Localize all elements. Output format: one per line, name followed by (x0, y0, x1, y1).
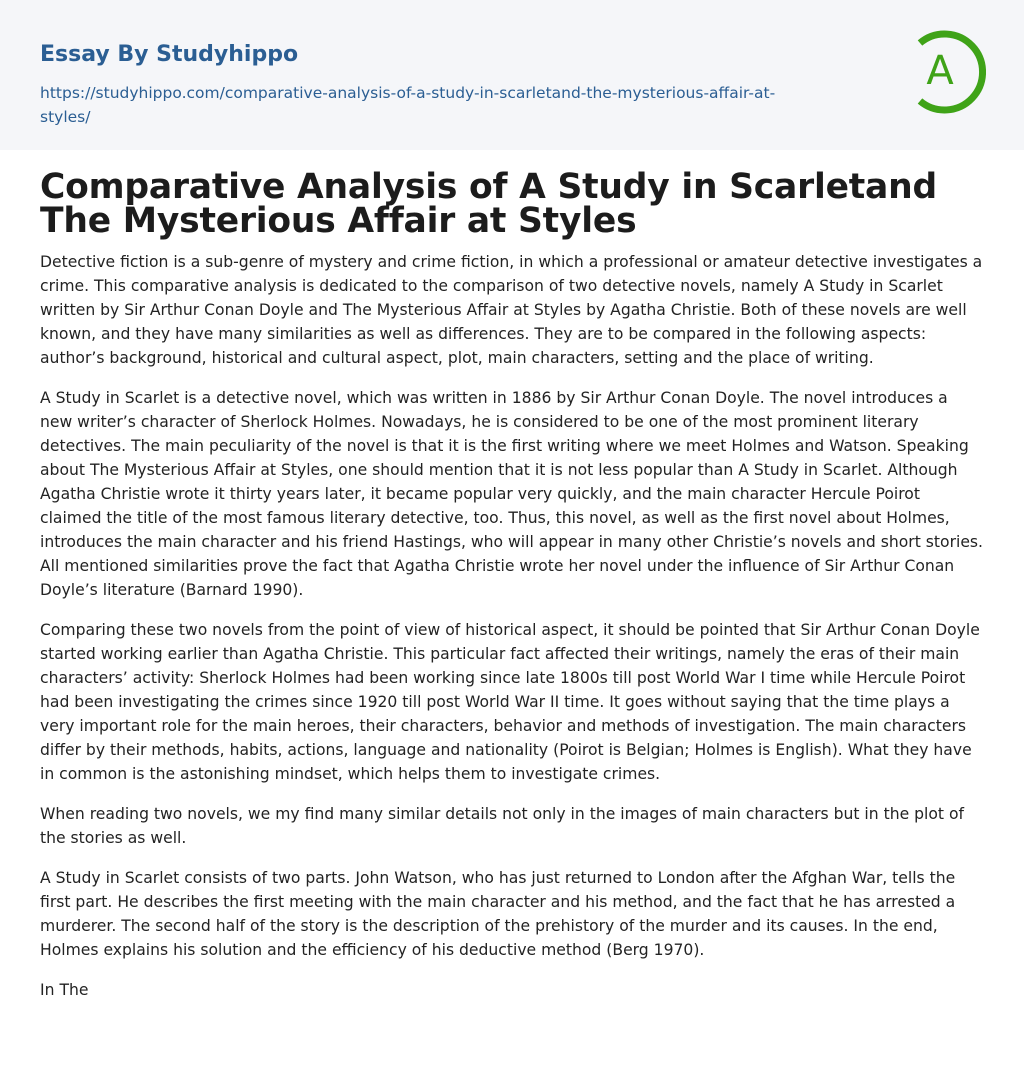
brand-title[interactable]: Essay By Studyhippo (40, 42, 299, 67)
essay-title: Comparative Analysis of A Study in Scarletand The Mysterious Affair at Styles (40, 167, 937, 241)
essay-paragraph: A Study in Scarlet is a detective novel, which was written in 1886 by Sir Arthur Conan Doyle. The novel introduces a new writer’s character of Sherlock Holmes. Nowadays, he is considered to be one of the most prominent literary detectives. The main peculiarity of the novel is that it is the first writing where we meet Holmes and Watson. Speaking about The Mysterious Affair at Styles, one should mention that it is not less popular than A Study in Scarlet. Although Agatha Christie wrote it thirty years later, it became popular very quickly, and the main character Hercule Poirot claimed the title of the most famous literary detective, too. Thus, this novel, as well as the first novel about Holmes, introduces the main character and his friend Hastings, who will appear in many other Christie’s novels and short stories. All mentioned similarities prove the fact that Agatha Christie wrote her novel under the influence of Sir Arthur Conan Doyle’s literature (Barnard 1990). (40, 389, 983, 599)
essay-paragraph: When reading two novels, we my find many similar details not only in the images of main characters but in the plot of the stories as well. (40, 805, 965, 847)
essay-paragraph: A Study in Scarlet consists of two parts. John Watson, who has just returned to London after the Afghan War, tells the first part. He describes the first meeting with the main character and his method, and the fact that he has arrested a murderer. The second half of the story is the description of the prehistory of the murder and its causes. In the end, Holmes explains his solution and the efficiency of his deductive method (Berg 1970). (40, 869, 956, 959)
essay-url-link[interactable]: https://studyhippo.com/comparative-analysis-of-a-study-in-scarletand-the-mysterious-affair-at-styles/ (40, 84, 776, 126)
essay-content (0, 167, 1024, 1002)
essay-paragraph: Detective fiction is a sub-genre of mystery and crime fiction, in which a professional or amateur detective investigates a crime. This comparative analysis is dedicated to the comparison of two detective novels, namely A Study in Scarlet written by Sir Arthur Conan Doyle and The Mysterious Affair at Styles by Agatha Christie. Both of these novels are well known, and they have many similarities as well as differences. They are to be compared in the following aspects: author’s background, historical and cultural aspect, plot, main characters, setting and the place of writing. (40, 253, 983, 367)
logo-letter: A (926, 48, 954, 94)
studyhippo-logo-icon[interactable] (906, 30, 986, 114)
essay-paragraph: Comparing these two novels from the point of view of historical aspect, it should be pointed that Sir Arthur Conan Doyle started working earlier than Agatha Christie. This particular fact affected their writings, namely the eras of their main characters’ activity: Sherlock Holmes had been working since late 1800s till post World War I time while Hercule Poirot had been investigating the crimes since 1920 till post World War II time. It goes without saying that the time plays a very important role for the main heroes, their characters, behavior and methods of investigation. The main characters differ by their methods, habits, actions, language and nationality (Poirot is Belgian; Holmes is English). What they have in common is the astonishing mindset, which helps them to investigate crimes. (40, 621, 980, 783)
site-header (0, 0, 1024, 150)
essay-paragraph: In The (40, 981, 89, 999)
